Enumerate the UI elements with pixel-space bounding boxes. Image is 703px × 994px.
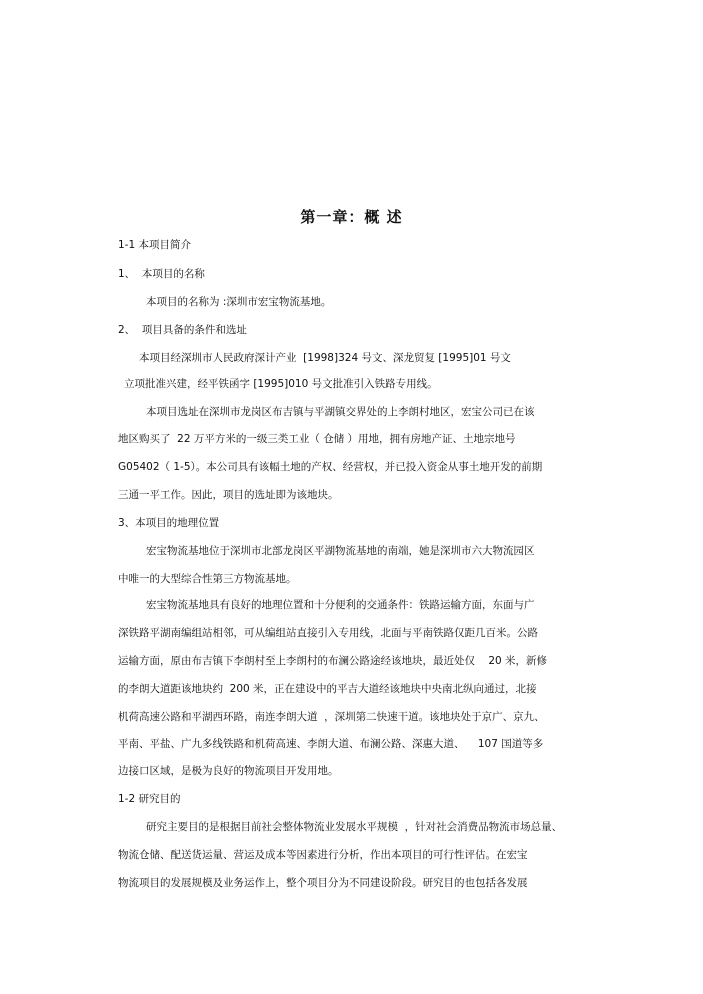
subsection-heading: 1、 本项目的名称 bbox=[118, 268, 205, 280]
paragraph-line: 本项目选址在深圳市龙岗区布吉镇与平湖镇交界处的上李朗村地区，宏宝公司已在该 bbox=[146, 406, 535, 418]
paragraph-line: G05402（ 1-5）。本公司具有该幅土地的产权、经营权，并已投入资金从事土地开发的前期 bbox=[118, 461, 543, 473]
paragraph-line: 三通一平工作。因此，项目的选址即为该地块。 bbox=[118, 489, 339, 501]
section-heading: 1-1 本项目简介 bbox=[118, 239, 191, 251]
paragraph-line: 本项目经深圳市人民政府深计产业 [1998]324 号文、深龙贸复 [1995]01 号文 bbox=[139, 352, 511, 364]
paragraph-line: 机荷高速公路和平湖西环路，南连李朗大道 ，深圳第二快速干道。该地块处于京广、京九、 bbox=[118, 711, 545, 723]
paragraph-line: 深铁路平湖南编组站相邻，可从编组站直接引入专用线，北面与平南铁路仅距几百米。公路 bbox=[118, 627, 538, 639]
paragraph-line: 平南、平盐、广九多线铁路和机荷高速、李朗大道、布澜公路、深惠大道、 107 国道等多 bbox=[118, 738, 544, 750]
paragraph-line: 中唯一的大型综合性第三方物流基地。 bbox=[118, 573, 297, 585]
subsection-heading: 3、本项目的地理位置 bbox=[118, 517, 220, 529]
paragraph-line: 物流仓储、配送货运量、营运及成本等因素进行分析，作出本项目的可行性评估。在宏宝 bbox=[118, 849, 528, 861]
paragraph-line: 地区购买了 22 万平方米的一级三类工业（ 仓储 ）用地，拥有房地产证、土地宗地号 bbox=[118, 433, 516, 445]
chapter-title: 第一章：概 述 bbox=[300, 208, 403, 226]
paragraph-line: 宏宝物流基地位于深圳市北部龙岗区平湖物流基地的南端，她是深圳市六大物流园区 bbox=[146, 545, 535, 557]
paragraph-line: 本项目的名称为 :深圳市宏宝物流基地。 bbox=[146, 296, 332, 308]
paragraph-line: 运输方面，原由布吉镇下李朗村至上李朗村的布澜公路途经该地块，最近处仅 20 米，新修 bbox=[118, 655, 548, 667]
paragraph-line: 边接口区域，是极为良好的物流项目开发用地。 bbox=[118, 765, 339, 777]
paragraph-line: 的李朗大道距该地块约 200 米，正在建设中的平吉大道经该地块中央南北纵向通过，北接 bbox=[118, 683, 537, 695]
section-heading: 1-2 研究目的 bbox=[118, 793, 181, 805]
paragraph-line: 宏宝物流基地具有良好的地理位置和十分便利的交通条件：铁路运输方面，东面与广 bbox=[146, 599, 535, 611]
subsection-heading: 2、 项目具备的条件和选址 bbox=[118, 324, 247, 336]
paragraph-line: 研究主要目的是根据目前社会整体物流业发展水平规模 ，针对社会消费品物流市场总量、 bbox=[146, 821, 563, 833]
paragraph-line: 立项批准兴建，经平铁函字 [1995]010 号文批准引入铁路专用线。 bbox=[124, 378, 438, 390]
paragraph-line: 物流项目的发展规模及业务运作上，整个项目分为不同建设阶段。研究目的也包括各发展 bbox=[118, 877, 528, 889]
